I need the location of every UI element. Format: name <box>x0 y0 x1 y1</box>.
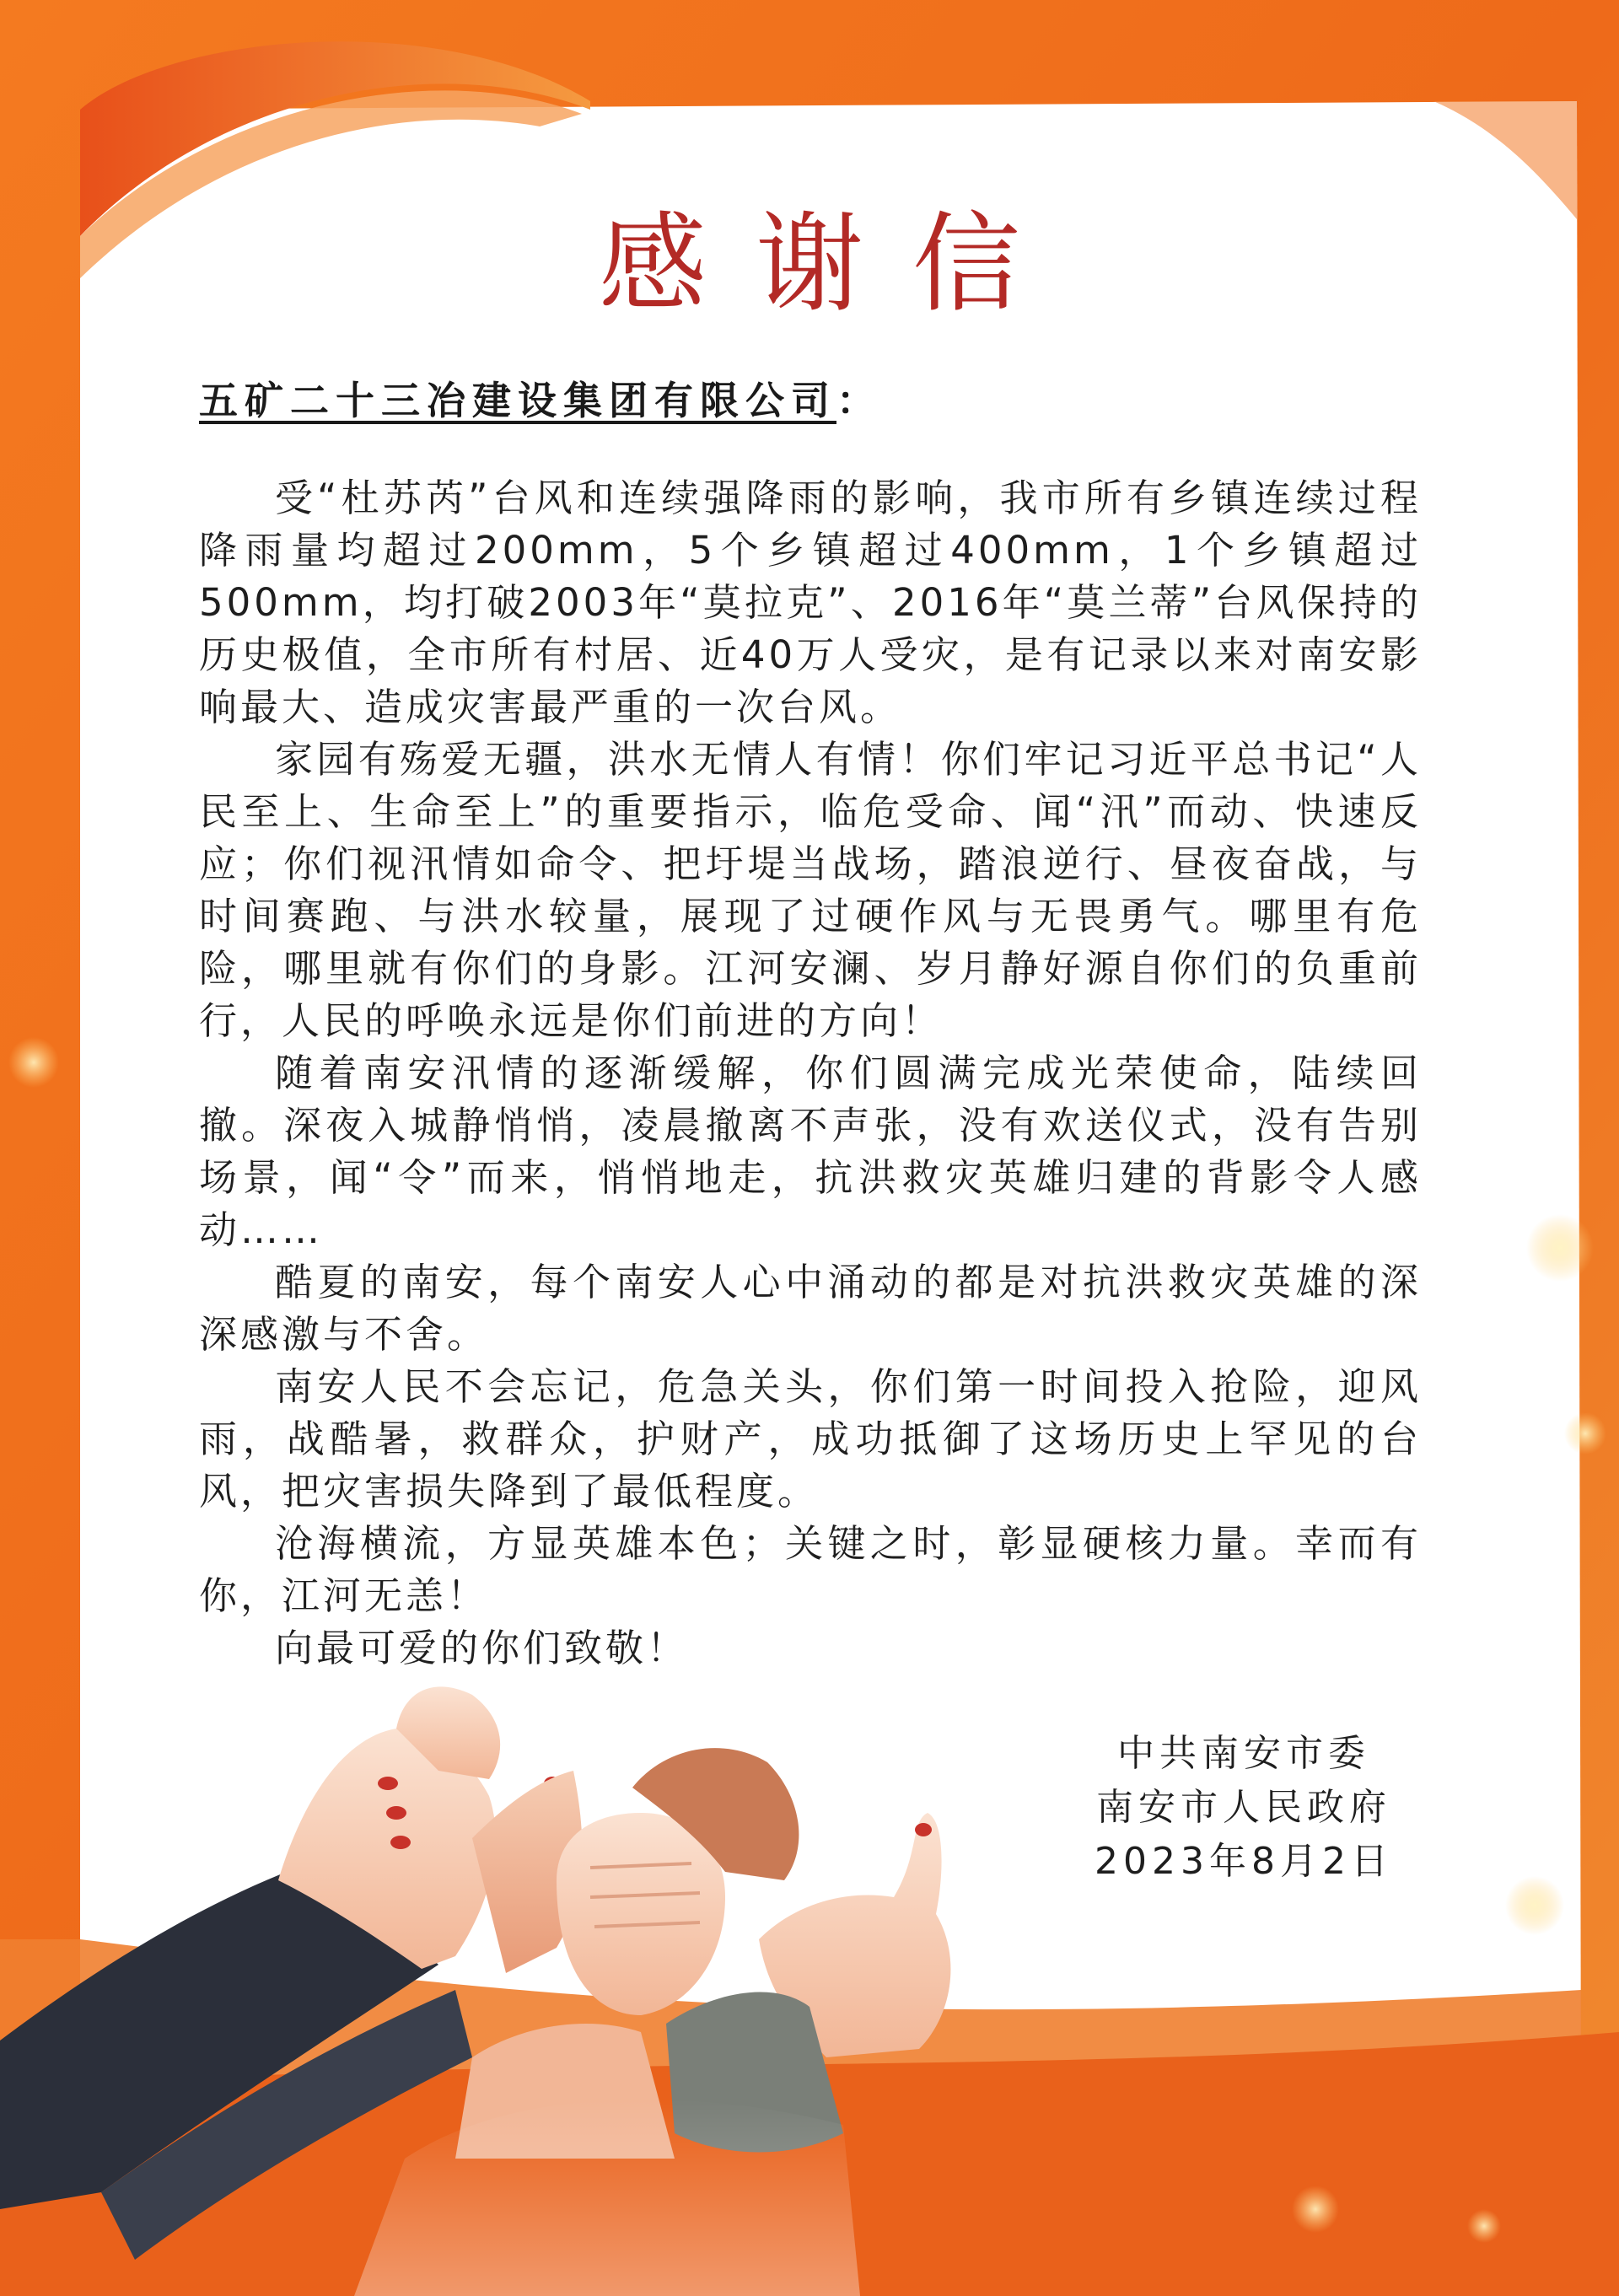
recipient-organization: 五矿二十三冶建设集团有限公司 <box>199 378 836 423</box>
paragraph: 受“杜苏芮”台风和连续强降雨的影响，我市所有乡镇连续过程降雨量均超过200mm，5个乡镇超过400mm，1个乡镇超过500mm，均打破2003年“莫拉克”、2016年“莫兰蒂”台风保持的历史极值，全市所有村居、近40万人受灾，是有记录以来对南安影响最大、造成灾害最严重的一次台风。 <box>199 476 1422 729</box>
paragraph: 南安人民不会忘记，危急关头，你们第一时间投入抢险，迎风雨，战酷暑，救群众，护财产，成功抵御了这场历史上罕见的台风，把灾害损失降到了最低程度。 <box>199 1364 1422 1514</box>
paragraph: 随着南安汛情的逐渐缓解，你们圆满完成光荣使命，陆续回撤。深夜入城静悄悄，凌晨撤离不声张，没有欢送仪式，没有告别场景，闻“令”而来，悄悄地走，抗洪救灾英雄归建的背影令人感动…… <box>199 1051 1422 1252</box>
letter-title: 感谢信 <box>598 202 1069 327</box>
paragraph: 沧海横流，方显英雄本色；关键之时，彰显硬核力量。幸而有你，江河无恙！ <box>199 1521 1422 1618</box>
paragraph: 酷夏的南安，每个南安人心中涌动的都是对抗洪救灾英雄的深深感激与不舍。 <box>199 1260 1422 1357</box>
paragraph: 向最可爱的你们致敬！ <box>275 1626 689 1670</box>
signature-date: 2023年8月2日 <box>1095 1840 1393 1883</box>
signature-org-government: 南安市人民政府 <box>1096 1786 1391 1829</box>
signature-org-party: 中共南安市委 <box>1117 1732 1370 1775</box>
paragraph: 家园有殇爱无疆，洪水无情人有情！你们牢记习近平总书记“人民至上、生命至上”的重要指示，临危受命、闻“汛”而动、快速反应；你们视汛情如命令、把圩堤当战场，踏浪逆行、昼夜奋战，与时间赛跑、与洪水较量，展现了过硬作风与无畏勇气。哪里有危险，哪里就有你们的身影。江河安澜、岁月静好源自你们的负重前行，人民的呼唤永远是你们前进的方向！ <box>199 737 1422 1043</box>
recipient-colon: ： <box>836 378 882 423</box>
